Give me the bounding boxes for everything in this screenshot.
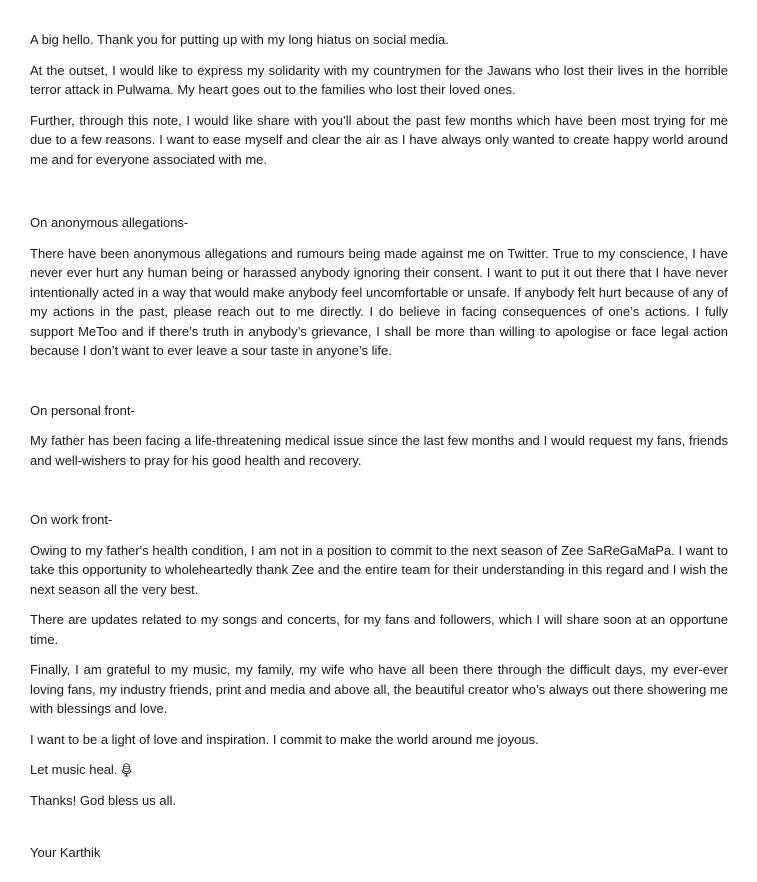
spacer: [30, 180, 728, 213]
further-paragraph: Further, through this note, I would like share with you’ll about the past few months which have been most trying for me due to a few reasons. I want to ease myself and clear the air as I have always only wanted to create happy world around me and for everyone associated with me.: [30, 112, 728, 167]
allegations-heading: On anonymous allegations-: [30, 215, 189, 230]
personal-heading: On personal front-: [30, 402, 135, 418]
work-heading: On work front-: [30, 512, 113, 527]
letter-page: [30, 30, 728, 874]
microphone-icon: [121, 763, 132, 777]
thanks-paragraph: Thanks! God bless us all.: [30, 792, 176, 808]
solidarity-paragraph: At the outset, I would like to express my solidarity with my countrymen for the Jawans who lost their lives in the horrible terror attack in Pulwama. My heart goes out to the families who lost their loved ones.: [30, 62, 728, 97]
work-paragraph-1: Owing to my father's health condition, I am not in a position to commit to the next season of Zee SaReGaMaPa. I want to take this opportunity to wholeheartedly thank Zee and the entire team for their understanding in this regard and I wish the next season all the very best.: [30, 542, 728, 597]
spacer: [30, 481, 728, 510]
greeting-paragraph: A big hello. Thank you for putting up with my long hiatus on social media.: [30, 32, 449, 47]
spacer: [30, 372, 728, 401]
music-heal-text: Let music heal.: [30, 762, 118, 777]
work-paragraph-2: There are updates related to my songs and concerts, for my fans and followers, which I will share soon at an opportune time.: [30, 612, 728, 647]
personal-paragraph: My father has been facing a life-threatening medical issue since the last few months and I would request my fans, friends and well-wishers to pray for his good health and recovery.: [30, 433, 728, 468]
signature: Your Karthik: [30, 845, 101, 860]
allegations-paragraph: There have been anonymous allegations and rumours being made against me on Twitter. True to my conscience, I have never ever hurt any human being or harassed anybody ignoring their consent. I want to put it out there that I have never intentionally acted in a way that would make anybody feel uncomfortable or unsafe. If anybody felt hurt because of any of my actions in the past, please reach out to me directly. I do believe in facing consequences of one’s actions. I fully support MeToo and if there’s truth in anybody’s grievance, I shall be more than willing to apologise or face legal action because I don’t want to ever leave a sour taste in anyone’s life.: [30, 245, 728, 358]
work-paragraph-3: Finally, I am grateful to my music, my family, my wife who have all been there through the difficult days, my ever-ever loving fans, my industry friends, print and media and above all, the beautiful creator who’s always out there showering me with blessings and love.: [30, 662, 728, 716]
spacer: [30, 821, 728, 843]
music-heal-line: [30, 760, 728, 780]
light-paragraph: I want to be a light of love and inspiration. I commit to make the world around me joyous.: [30, 731, 539, 747]
